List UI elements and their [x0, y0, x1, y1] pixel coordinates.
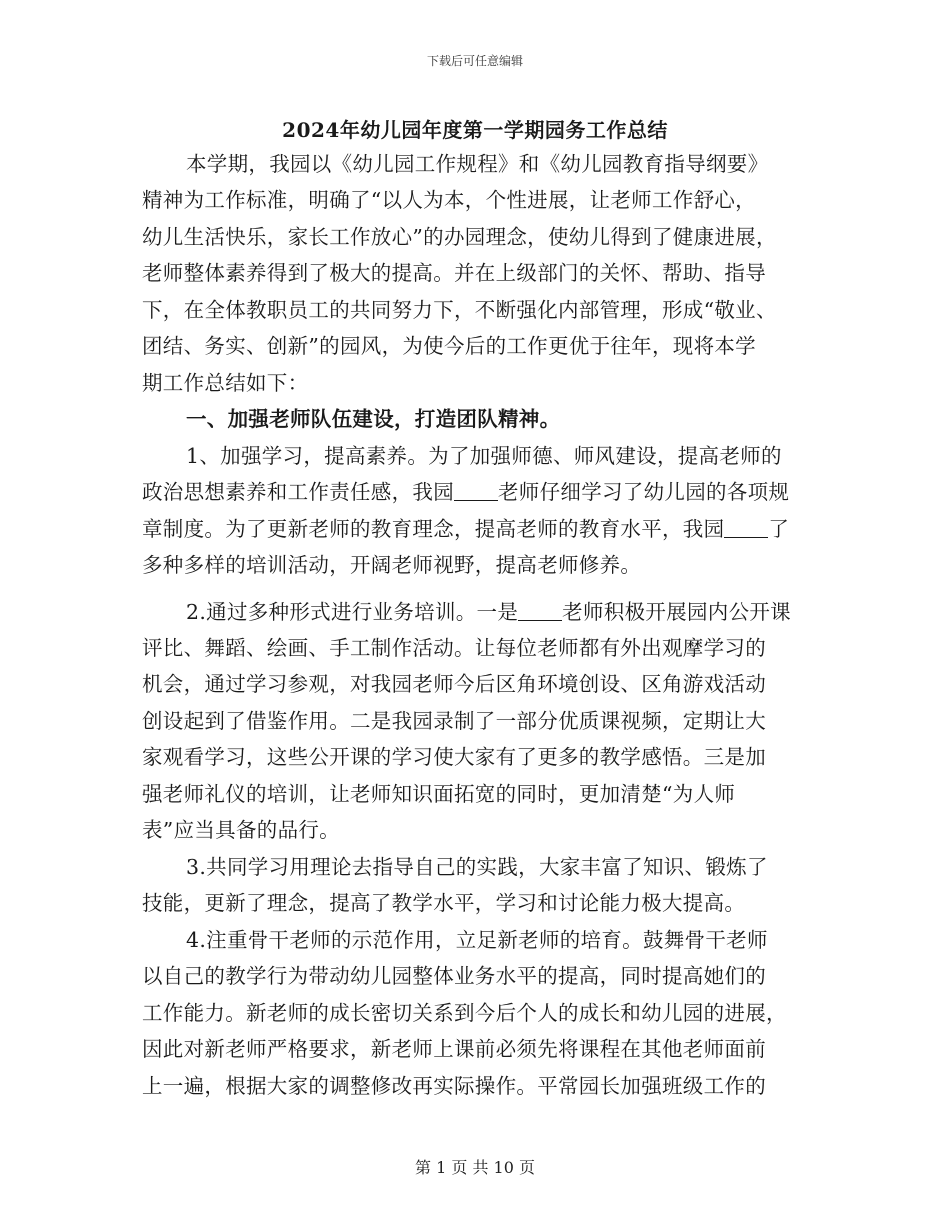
body-line: 技能，更新了理念，提高了教学水平，学习和讨论能力极大提高。	[142, 891, 746, 915]
body-line: 团结、务实、创新”的园风，为使今后的工作更优于往年，现将本学	[142, 334, 756, 358]
fill-blank	[454, 482, 498, 501]
body-line: 评比、舞蹈、绘画、手工制作活动。让每位老师都有外出观摩学习的	[142, 636, 766, 660]
body-line: 3.共同学习用理论去指导自己的实践，大家丰富了知识、锻炼了	[186, 855, 768, 879]
body-line: 老师整体素养得到了极大的提高。并在上级部门的关怀、帮助、指导	[142, 261, 766, 285]
body-line: 期工作总结如下：	[142, 371, 309, 395]
body-line: 本学期，我园以《幼儿园工作规程》和《幼儿园教育指导纲要》	[186, 152, 769, 176]
page-number-footer: 第 1 页 共 10 页	[415, 1158, 535, 1177]
body-line: 4.注重骨干老师的示范作用，立足新老师的培育。鼓舞骨干老师	[186, 928, 768, 952]
body-line: 下，在全体教职员工的共同努力下，不断强化内部管理，形成“敬业、	[142, 298, 777, 322]
body-line	[142, 515, 789, 543]
body-line: 表”应当具备的品行。	[142, 818, 340, 842]
line-text: 老师积极开展园内公开课	[562, 600, 791, 624]
line-text: 章制度。为了更新老师的教育理念，提高老师的教育水平，我园	[142, 517, 725, 541]
body-line: 创设起到了借鉴作用。二是我园录制了一部分优质课视频，定期让大	[142, 709, 766, 733]
line-text: 2.通过多种形式进行业务培训。一是	[186, 600, 519, 624]
line-text: 了	[768, 517, 790, 541]
fill-blank	[724, 519, 768, 538]
body-line: 因此对新老师严格要求，新老师上课前必须先将课程在其他老师面前	[142, 1037, 766, 1061]
body-line: 机会，通过学习参观，对我园老师今后区角环境创设、区角游戏活动	[142, 672, 766, 696]
section-heading: 一、加强老师队伍建设，打造团队精神。	[186, 407, 561, 431]
body-line	[142, 478, 789, 506]
body-line: 1、加强学习，提高素养。为了加强师德、师风建设，提高老师的	[186, 444, 782, 468]
line-text: 老师仔细学习了幼儿园的各项规	[498, 480, 790, 504]
body-line: 多种多样的培训活动，开阔老师视野，提高老师修养。	[142, 553, 642, 577]
body-line: 精神为工作标准，明确了“以人为本，个性进展，让老师工作舒心，	[142, 188, 756, 212]
body-line: 家观看学习，这些公开课的学习使大家有了更多的教学感悟。三是加	[142, 745, 766, 769]
document-title: 2024年幼儿园年度第一学期园务工作总结	[282, 118, 668, 142]
line-text: 政治思想素养和工作责任感，我园	[142, 480, 454, 504]
page-header: 下载后可任意编辑	[426, 54, 523, 68]
fill-blank	[518, 602, 562, 621]
body-line: 幼儿生活快乐，家长工作放心”的办园理念，使幼儿得到了健康进展，	[142, 225, 777, 249]
body-line: 上一遍，根据大家的调整修改再实际操作。平常园长加强班级工作的	[142, 1074, 766, 1098]
body-line: 工作能力。新老师的成长密切关系到今后个人的成长和幼儿园的进展，	[142, 1001, 787, 1025]
body-line: 强老师礼仪的培训，让老师知识面拓宽的同时，更加清楚“为人师	[142, 782, 736, 806]
body-line: 以自己的教学行为带动幼儿园整体业务水平的提高，同时提高她们的	[142, 964, 766, 988]
body-line	[186, 598, 791, 626]
